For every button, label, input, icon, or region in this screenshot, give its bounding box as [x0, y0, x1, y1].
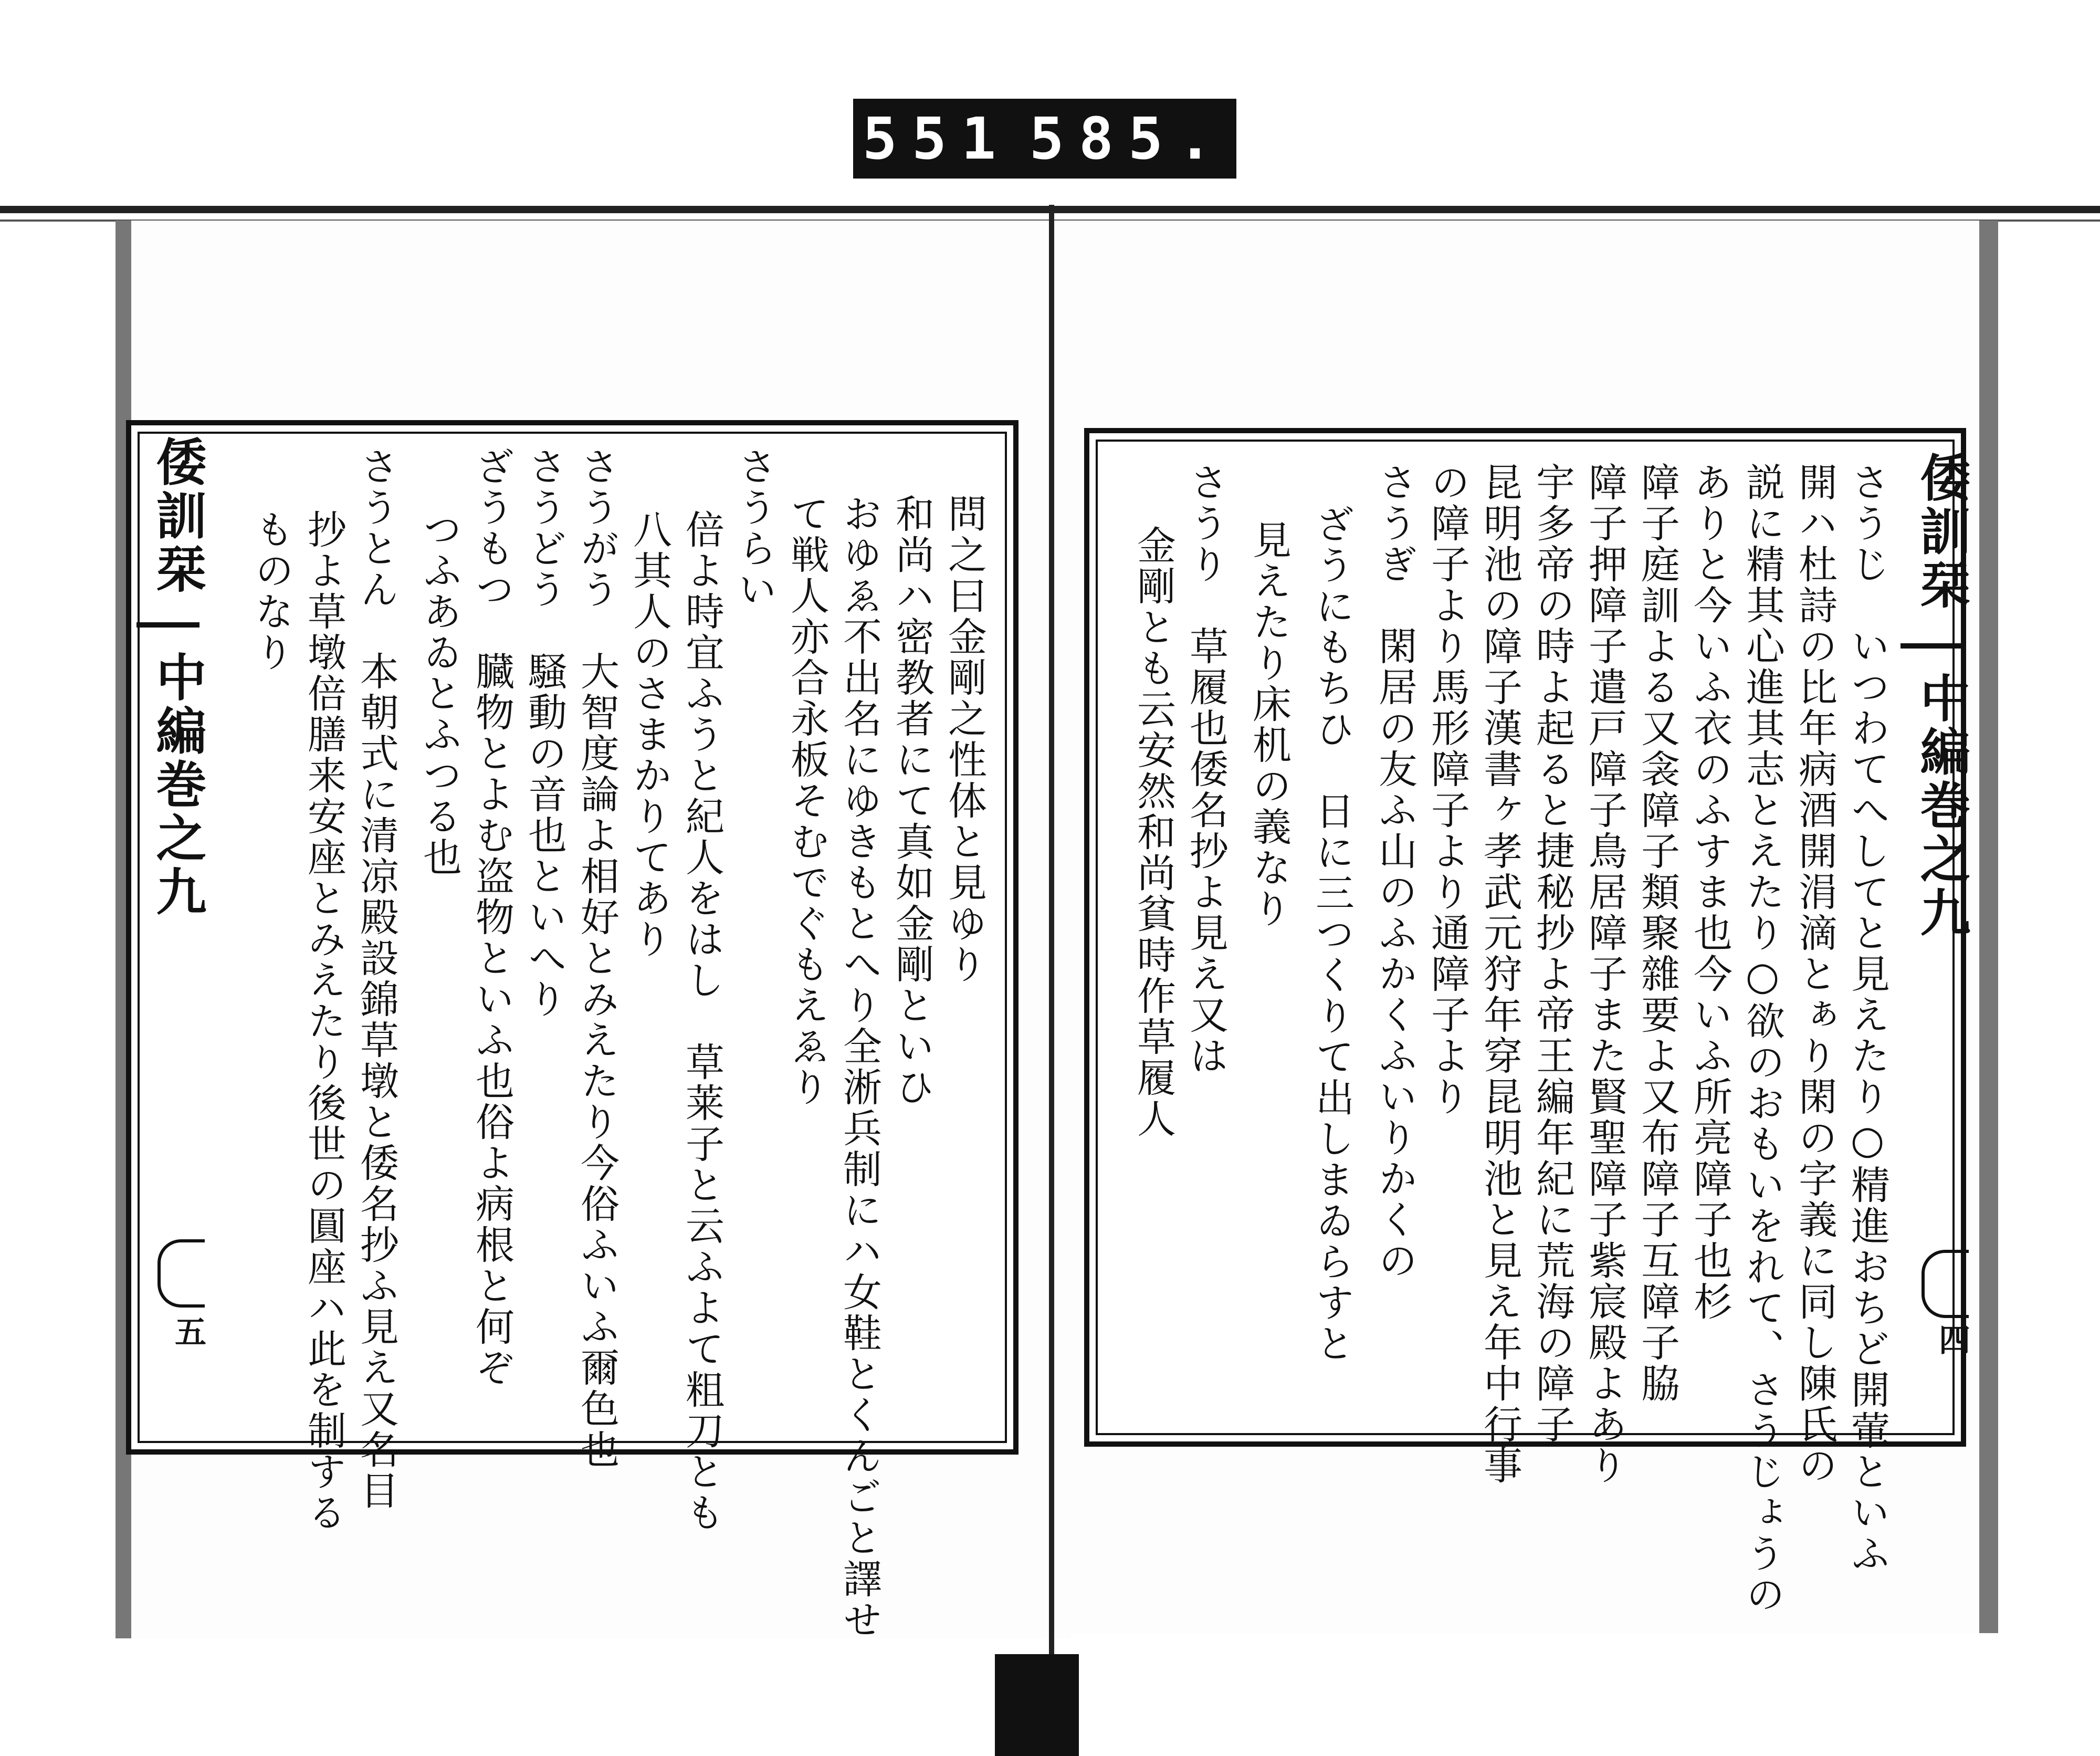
left-column-2: 和尚ハ密教者にて真如金剛といひ: [889, 494, 934, 1108]
right-column-8: 昆明池の障子漢書ヶ孝武元狩年穿昆明池と見え年中行事: [1477, 462, 1522, 1486]
spine-foot-shadow: [995, 1654, 1079, 1756]
right-volume-title: 中編巻之九: [1912, 672, 1971, 940]
left-volume-title: 中編巻之九: [148, 651, 207, 919]
left-column-4: て戦人亦合永板そむでぐもえゑり: [784, 494, 830, 1108]
left-column-8: さうがう 大智度論よ相好とみえたり今俗ふいふ爾色也: [574, 446, 620, 1470]
right-page-number: 四: [1934, 1323, 1970, 1355]
left-column-14: ものなり: [249, 509, 294, 673]
left-column-12: さうとん 本朝式に清凉殿設錦草墩と倭名抄ふ見え又名目: [354, 446, 399, 1511]
right-column-14: 金剛とも云安然和尚貧時作草履人: [1131, 525, 1176, 1140]
left-column-10: ざうもつ 臓物とよむ盗物といふ也俗よ病根と何ぞ: [469, 446, 514, 1388]
right-column-2: 開ハ杜詩の比年病酒開涓滴とぁり閑の字義に同し陳氏の: [1792, 462, 1838, 1486]
right-column-1: さうじ いつわてへしてと見えたり○精進おちど開葷といふ: [1845, 462, 1890, 1574]
right-fold-mark: [1922, 1250, 1969, 1318]
right-column-5: 障子庭訓よる又衾障子類聚雜要よ又布障子互障子脇: [1635, 462, 1680, 1404]
left-column-13: 抄よ草墩倍膳来安座とみえたり後世の圓座ハ此を制する: [301, 509, 346, 1533]
right-column-7: 宇多帝の時よ起ると捷秘抄よ帝王編年紀に荒海の障子: [1530, 462, 1575, 1445]
right-column-4: ありと今いふ衣のふすま也今いふ所亮障子也杉: [1687, 462, 1732, 1322]
right-running-title: 倭訓栞: [1912, 452, 1971, 612]
right-column-12: 見えたり床机の義なり: [1246, 520, 1292, 929]
left-page-number: 五: [170, 1315, 206, 1347]
left-running-title: 倭訓栞: [148, 436, 207, 597]
left-column-9: さうどう 騒動の音也といへり: [522, 446, 567, 1020]
right-column-10: さうぎ 閑居の友ふ山のふかくふいりかくの: [1372, 462, 1418, 1281]
right-column-9: の障子より馬形障子より通障子より: [1425, 462, 1470, 1117]
left-column-5: さうらい: [732, 446, 777, 610]
left-column-7: 八其人のさまかりてあり: [627, 509, 672, 960]
left-column-6: 倍よ時宜ふうと紀人をはし 草莱子と云ふよて粗刀とも: [679, 509, 724, 1533]
frame-number-left: 551: [862, 105, 1011, 172]
left-title-separator: [136, 622, 200, 628]
book-spine: [1049, 205, 1054, 1717]
frame-number-label: [853, 99, 1236, 179]
right-column-6: 障子押障子遣戸障子鳥居障子また賢聖障子紫宸殿よあり: [1582, 462, 1628, 1486]
left-column-1: 問之曰金剛之性体と見ゆり: [942, 494, 987, 985]
right-column-13: さうり 草履也倭名抄よ見え又は: [1183, 462, 1228, 1076]
right-column-11: ざうにもちひ 日に三つくりて出しまゐらすと: [1309, 504, 1354, 1364]
frame-number-right: 585.: [1029, 105, 1227, 172]
left-column-3: おゆゑ不出名にゆきもとへり全淅兵制にハ女鞋とくんごと譯せ: [837, 494, 882, 1640]
left-column-11: つふあゐとふつる也: [417, 509, 462, 878]
left-fold-mark: [158, 1239, 205, 1308]
right-title-separator: [1900, 643, 1964, 649]
right-column-3: 説に精其心進其志とえたり○欲のおもいをれて、さうじょうの: [1740, 462, 1785, 1615]
